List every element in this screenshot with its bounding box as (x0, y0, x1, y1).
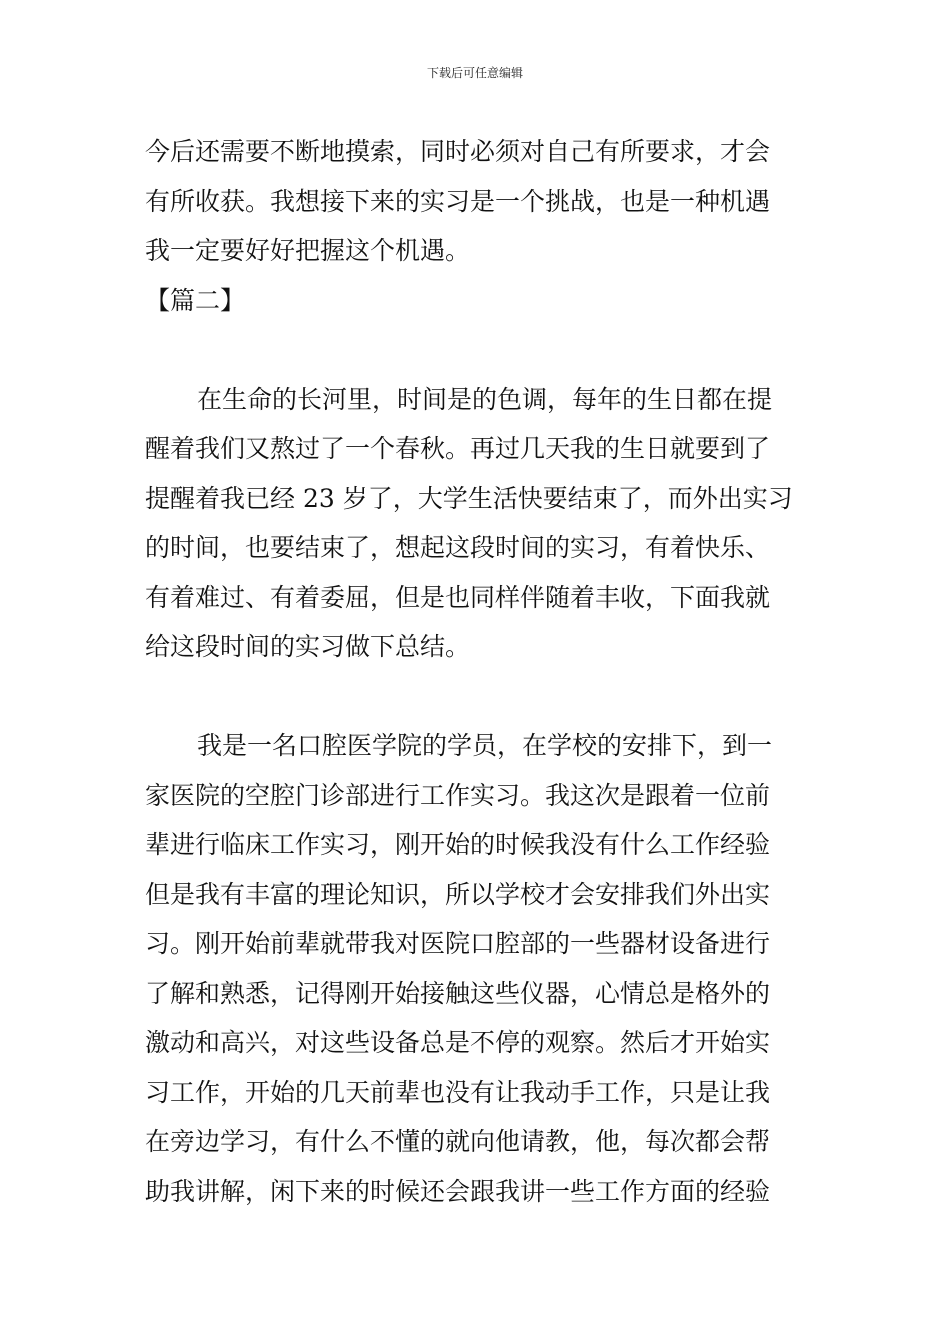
text-line: 助我讲解，闲下来的时候还会跟我讲一些工作方面的经验 (145, 1176, 771, 1206)
text-line: 我是一名口腔医学院的学员，在学校的安排下，到一 (197, 731, 773, 760)
text-line: 有所收获。我想接下来的实习是一个挑战，也是一种机遇 (145, 186, 771, 216)
text-line: 家医院的空腔门诊部进行工作实习。我这次是跟着一位前 (145, 780, 771, 810)
paragraph-1 (145, 127, 810, 276)
text-line: 提醒着我已经 23 岁了，大学生活快要结束了，而外出实习 (145, 483, 793, 513)
paragraph-spacer (145, 672, 810, 722)
text-line: 但是我有丰富的理论知识，所以学校才会安排我们外出实 (145, 879, 771, 909)
page-header: 下载后可任意编辑 (426, 66, 523, 80)
text-line: 辈进行临床工作实习，刚开始的时候我没有什么工作经验 (145, 830, 771, 859)
text-line: 激动和高兴，对这些设备总是不停的观察。然后才开始实 (145, 1028, 771, 1057)
text-line: 有着难过、有着委屈，但是也同样伴随着丰收，下面我就 (145, 582, 771, 612)
text-line: 给这段时间的实习做下总结。 (145, 632, 471, 661)
paragraph-spacer (145, 325, 810, 375)
paragraph-3 (145, 721, 810, 1216)
section-heading: 【篇二】 (145, 285, 246, 315)
text-line: 在旁边学习，有什么不懂的就向他请教，他，每次都会帮 (145, 1127, 771, 1156)
text-line: 习。刚开始前辈就带我对医院口腔部的一些器材设备进行 (145, 929, 771, 958)
text-line: 醒着我们又熬过了一个春秋。再过几天我的生日就要到了 (145, 434, 771, 463)
text-line: 习工作，开始的几天前辈也没有让我动手工作，只是让我 (145, 1077, 771, 1107)
text-line: 的时间，也要结束了，想起这段时间的实习，有着快乐、 (145, 533, 771, 562)
paragraph-2 (145, 375, 810, 672)
text-line: 了解和熟悉，记得刚开始接触这些仪器，心情总是格外的 (145, 978, 771, 1008)
text-line: 我一定要好好把握这个机遇。 (145, 236, 471, 265)
text-line: 今后还需要不断地摸索，同时必须对自己有所要求，才会 (145, 137, 771, 166)
text-line: 在生命的长河里，时间是的色调，每年的生日都在提 (197, 384, 773, 414)
document-body (145, 127, 810, 1216)
